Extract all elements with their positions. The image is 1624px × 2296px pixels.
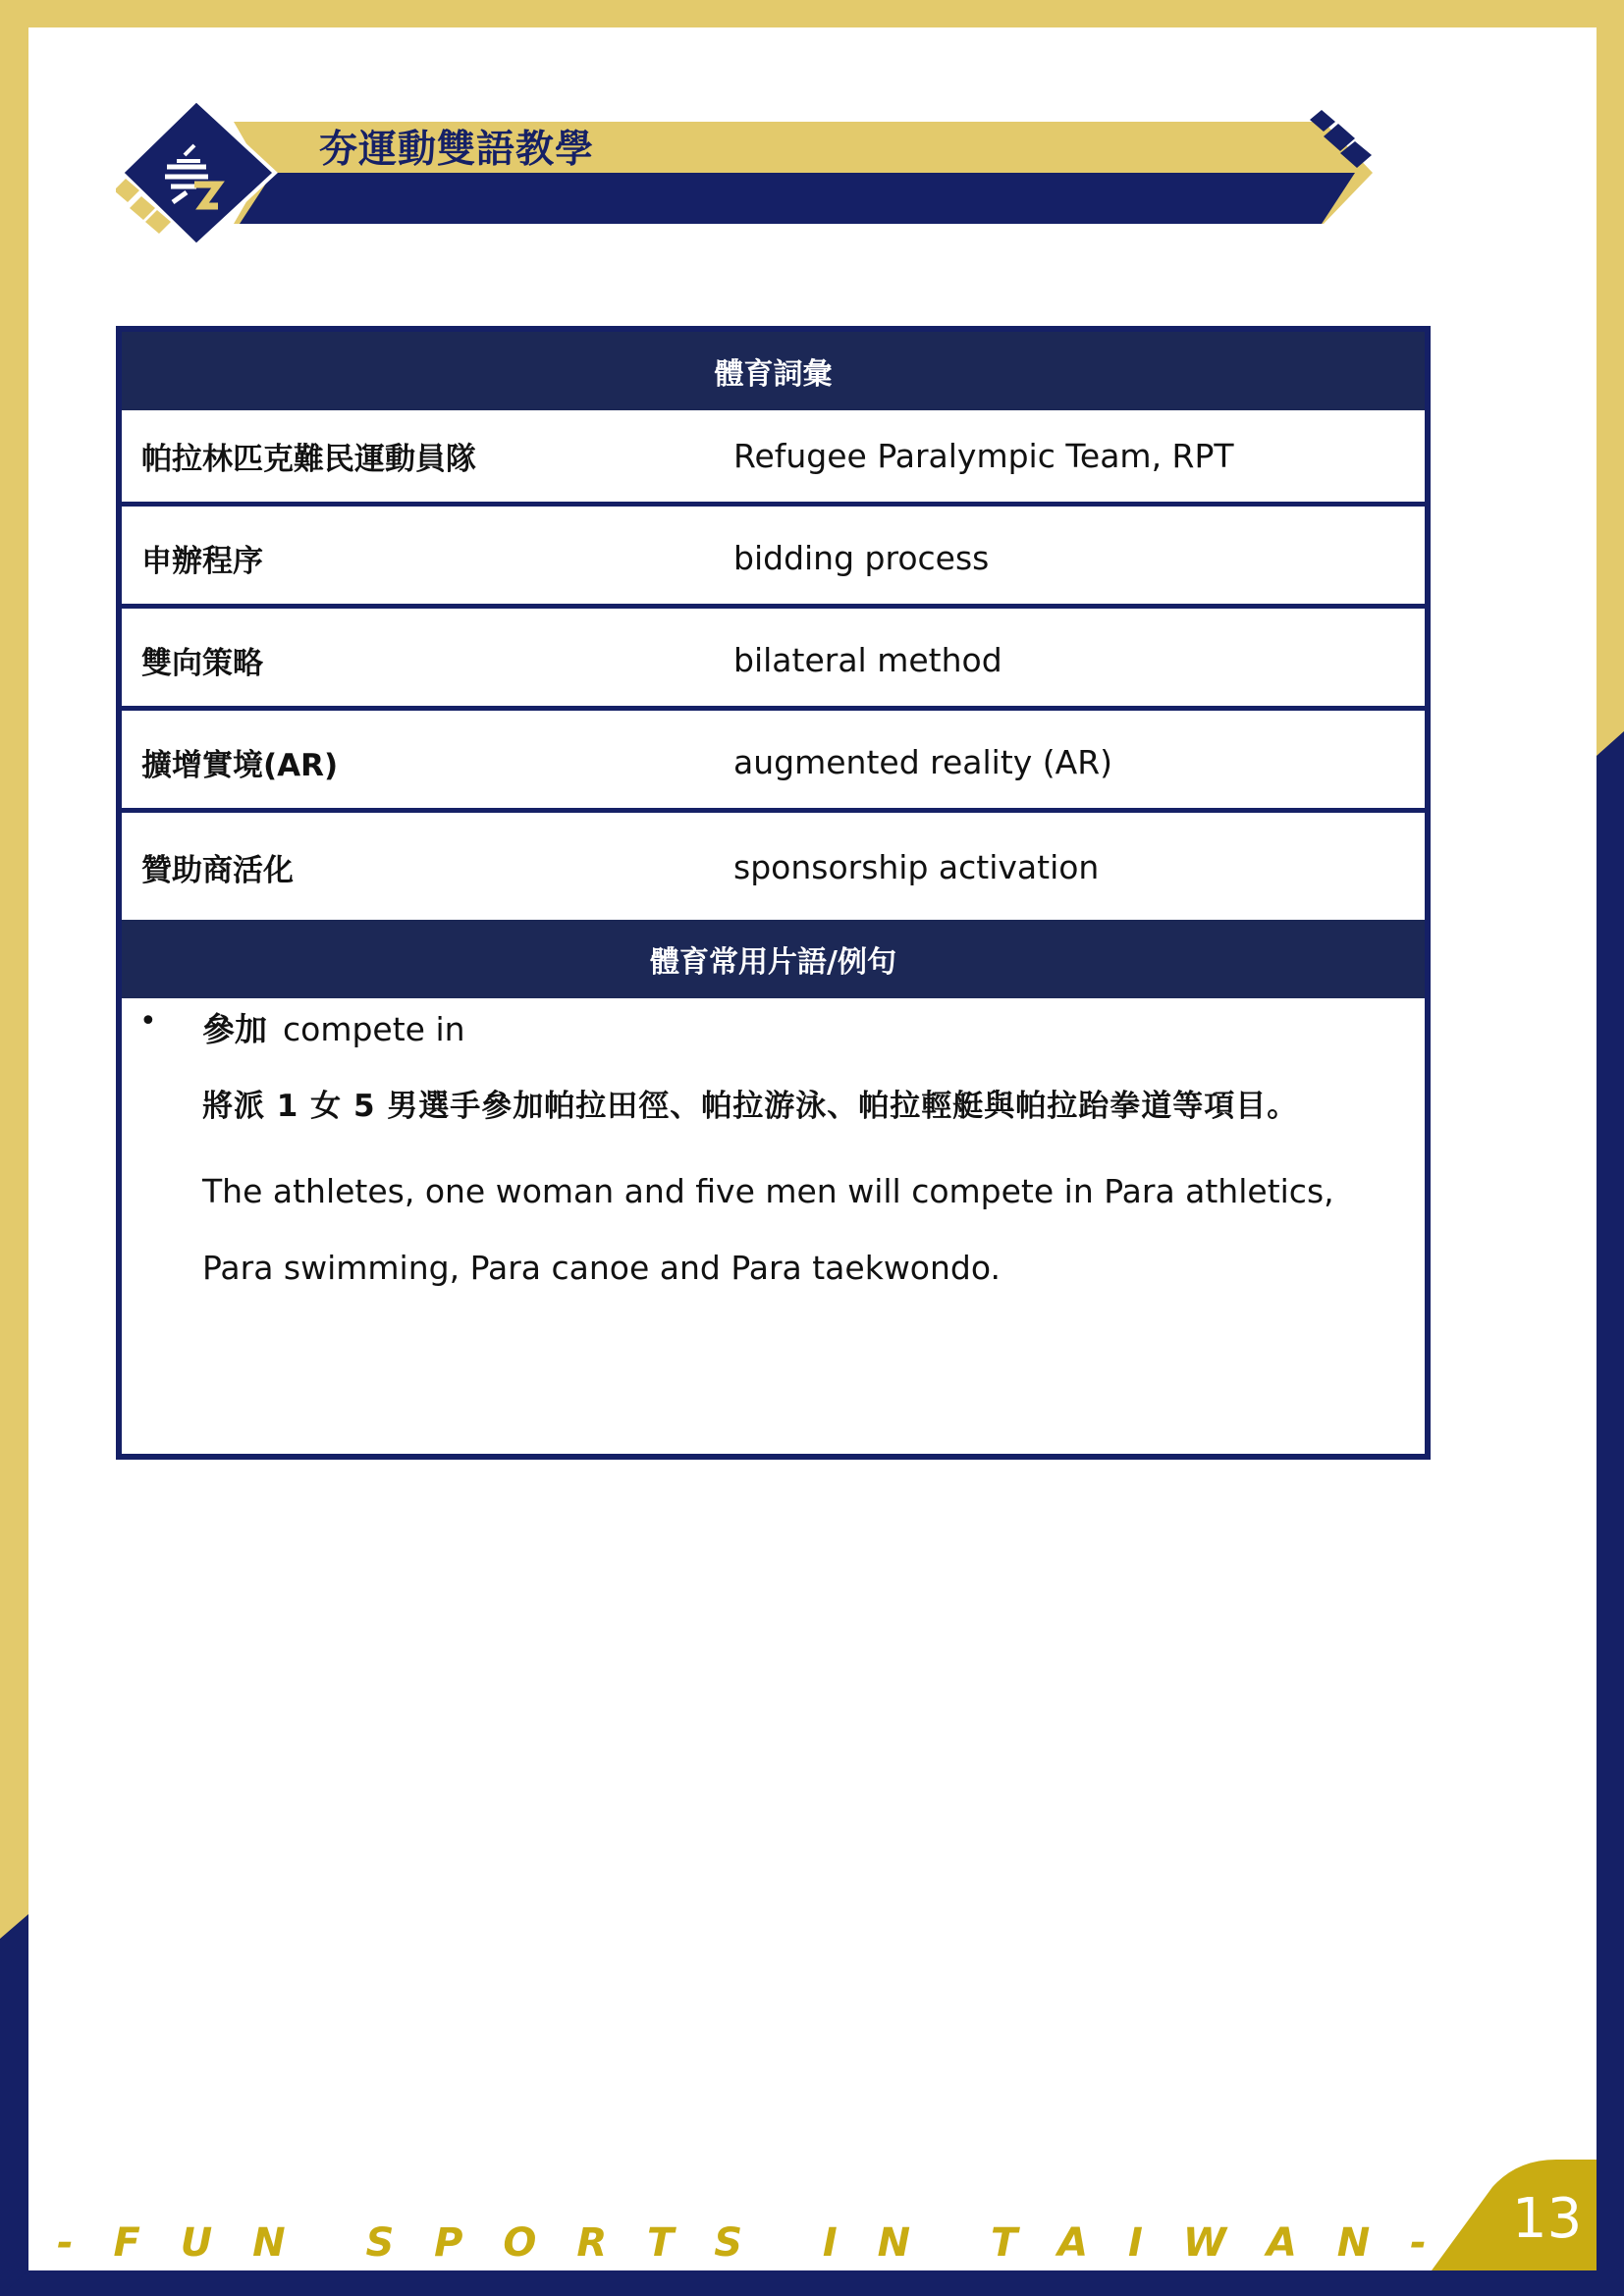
table-row bbox=[122, 819, 1425, 915]
vocab-table-header: 體育詞彙 bbox=[122, 332, 1425, 410]
footer-slogan bbox=[57, 2220, 1427, 2266]
footer-letter: N bbox=[877, 2220, 911, 2266]
term-en: bilateral method bbox=[733, 641, 1002, 679]
term-zh: 帕拉林匹克難民運動員隊 bbox=[141, 442, 476, 477]
phrase-title bbox=[202, 1004, 465, 1050]
footer-letter: O bbox=[503, 2220, 537, 2266]
table-row bbox=[122, 512, 1425, 609]
footer-letter: S bbox=[714, 2220, 743, 2266]
footer-letter: S bbox=[365, 2220, 395, 2266]
example-sentence-en: The athletes, one woman and five men will compete in Para athletics, Para swimming, Para canoe and Para taekwondo. bbox=[202, 1172, 1334, 1287]
term-en: Refugee Paralympic Team, RPT bbox=[733, 437, 1234, 475]
term-en: bidding process bbox=[733, 539, 990, 577]
footer-letter: N bbox=[1336, 2220, 1371, 2266]
table-row bbox=[122, 717, 1425, 813]
term-zh: 申辦程序 bbox=[141, 544, 263, 579]
term-en: augmented reality (AR) bbox=[733, 743, 1113, 781]
footer-letter: - bbox=[57, 2220, 74, 2266]
table-row bbox=[122, 614, 1425, 711]
footer-letter: I bbox=[822, 2220, 838, 2266]
footer-letter: T bbox=[647, 2220, 675, 2266]
vocab-table bbox=[116, 326, 1431, 1460]
term-zh: 擴增實境(AR) bbox=[141, 748, 339, 783]
page-number: 13 bbox=[1512, 2187, 1583, 2251]
footer-letter: R bbox=[576, 2220, 608, 2266]
footer-letter: W bbox=[1182, 2220, 1226, 2266]
header-banner bbox=[116, 94, 1382, 251]
fun-sports-logo-icon bbox=[157, 137, 236, 216]
term-zh: 雙向策略 bbox=[141, 646, 263, 681]
footer-letter: I bbox=[1128, 2220, 1143, 2266]
footer-letter: T bbox=[990, 2220, 1018, 2266]
phrase-section-header: 體育常用片語/例句 bbox=[122, 920, 1425, 998]
footer-letter: F bbox=[113, 2220, 140, 2266]
page-title: 夯運動雙語教學 bbox=[319, 128, 595, 172]
phrase-zh: 參加 bbox=[202, 1010, 267, 1048]
example-sentence-zh: 將派 1 女 5 男選手參加帕拉田徑、帕拉游泳、帕拉輕艇與帕拉跆拳道等項目。 bbox=[202, 1089, 1299, 1124]
phrase-en: compete in bbox=[283, 1010, 465, 1048]
footer-letter: A bbox=[1057, 2220, 1089, 2266]
footer-letter: U bbox=[180, 2220, 213, 2266]
footer-letter: P bbox=[434, 2220, 463, 2266]
bullet: • bbox=[139, 1004, 157, 1039]
footer-letter: A bbox=[1266, 2220, 1297, 2266]
footer-letter: - bbox=[1410, 2220, 1427, 2266]
footer-letter: N bbox=[252, 2220, 286, 2266]
term-zh: 贊助商活化 bbox=[141, 852, 294, 888]
table-row bbox=[122, 410, 1425, 507]
term-en: sponsorship activation bbox=[733, 847, 1100, 886]
